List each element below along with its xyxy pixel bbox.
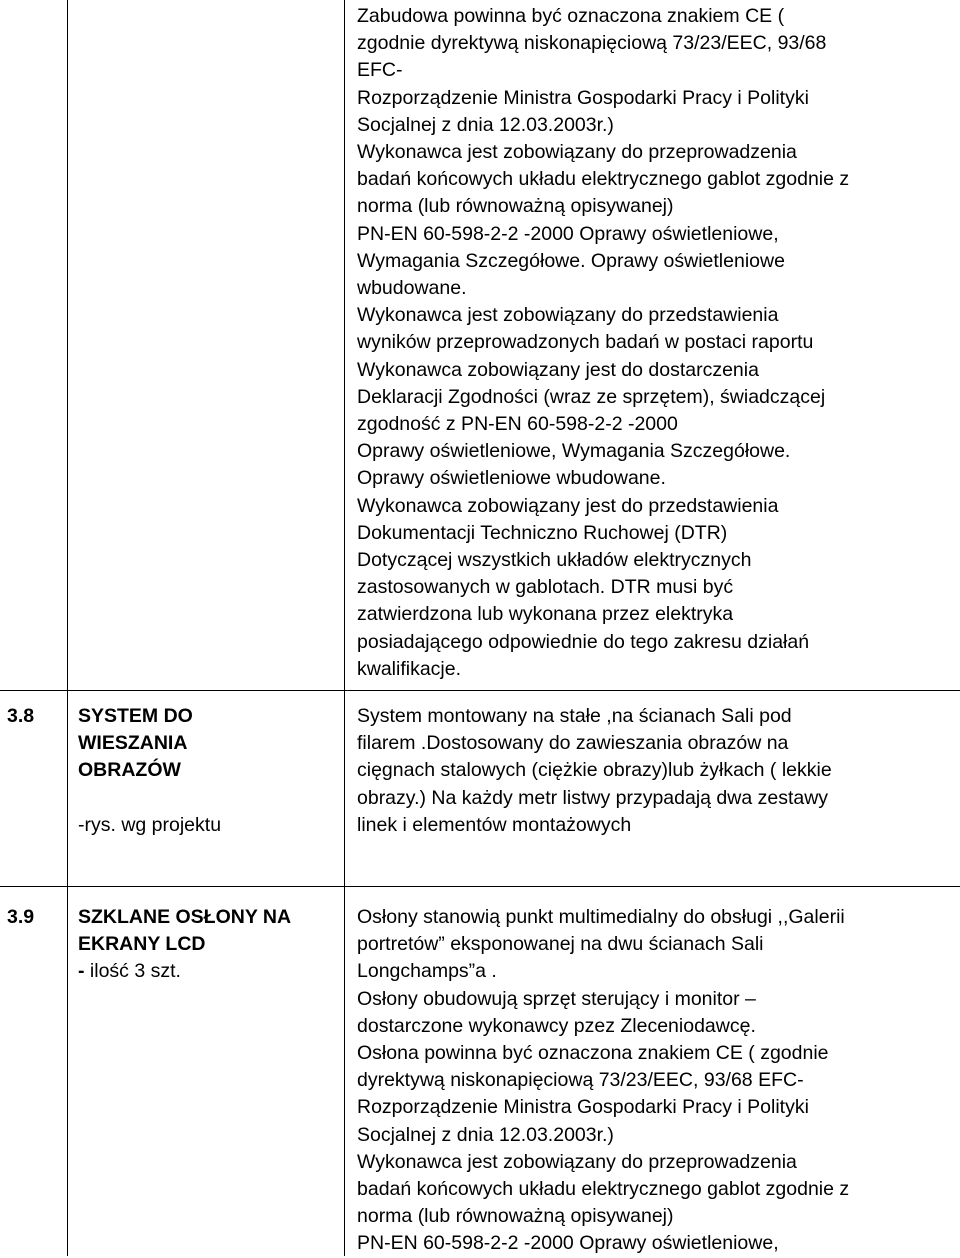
description-line: norma (lub równoważną opisywanej)	[357, 195, 674, 218]
item-quantity	[78, 958, 181, 985]
row-description-continued	[357, 3, 849, 683]
description-line: portretów” eksponowanej na dwu ścianach Sali	[357, 933, 764, 956]
row-number: 3.8	[7, 705, 35, 727]
description-line: Dotyczącej wszystkich układów elektrycznych	[357, 549, 752, 572]
description-line: wbudowane.	[357, 277, 467, 300]
description-line: Oprawy oświetleniowe, Wymagania Szczegółowe.	[357, 440, 791, 463]
item-name	[78, 703, 193, 785]
item-description	[357, 703, 832, 839]
description-line: Longchamps”a .	[357, 960, 497, 983]
description-line: obrazy.) Na każdy metr listwy przypadają dwa zestawy	[357, 786, 829, 809]
description-line: zgodnie dyrektywą niskonapięciową 73/23/EEC, 93/68	[357, 32, 827, 55]
description-line: dyrektywą niskonapięciową 73/23/EEC, 93/68 EFC-	[357, 1069, 804, 1092]
description-line: badań końcowych układu elektrycznego gablot zgodnie z	[357, 1178, 850, 1201]
description-line: Zabudowa powinna być oznaczona znakiem CE (	[357, 5, 785, 27]
description-line: Osłony stanowią punkt multimedialny do obsługi ,,Galerii	[357, 906, 845, 928]
quantity-text: ilość 3 szt.	[84, 960, 181, 982]
description-line: Wykonawca jest zobowiązany do przedstawienia	[357, 304, 779, 327]
item-name-line: WIESZANIA	[78, 732, 188, 755]
description-line: Socjalnej z dnia 12.03.2003r.)	[357, 113, 614, 136]
column-divider-middle	[344, 0, 345, 1256]
row-divider-1	[0, 690, 960, 691]
description-line: kwalifikacje.	[357, 657, 462, 680]
item-name-line: SZKLANE OSŁONY NA	[78, 906, 292, 928]
description-line: Wymagania Szczegółowe. Oprawy oświetleniowe	[357, 249, 785, 272]
description-line: Oprawy oświetleniowe wbudowane.	[357, 467, 666, 490]
description-line: Wykonawca jest zobowiązany do przeprowadzenia	[357, 141, 797, 164]
item-name-line: SYSTEM DO	[78, 705, 193, 727]
quantity-prefix: -	[78, 960, 85, 982]
column-divider-left	[67, 0, 68, 1256]
description-line: Rozporządzenie Ministra Gospodarki Pracy i Polityki	[357, 1096, 809, 1119]
description-line: zastosowanych w gablotach. DTR musi być	[357, 576, 734, 599]
description-line: PN-EN 60-598-2-2 -2000 Oprawy oświetleniowe,	[357, 222, 779, 245]
description-line: Osłona powinna być oznaczona znakiem CE ( zgodnie	[357, 1042, 829, 1065]
description-line: EFC-	[357, 59, 403, 82]
description-line: cięgnach stalowych (ciężkie obrazy)lub żyłkach ( lekkie	[357, 759, 832, 782]
description-line: Wykonawca zobowiązany jest do przedstawienia	[357, 494, 779, 517]
item-name	[78, 904, 291, 958]
description-line: wyników przeprowadzonych badań w postaci raportu	[357, 331, 814, 354]
description-line: linek i elementów montażowych	[357, 813, 632, 836]
item-description	[357, 904, 849, 1258]
item-note: -rys. wg projektu	[78, 814, 222, 836]
description-line: PN-EN 60-598-2-2 -2000 Oprawy oświetleniowe,	[357, 1232, 779, 1255]
description-line: zgodność z PN-EN 60-598-2-2 -2000	[357, 413, 678, 436]
description-line: System montowany na stałe ,na ścianach Sali pod	[357, 705, 792, 727]
description-line: filarem .Dostosowany do zawieszania obrazów na	[357, 732, 789, 755]
description-line: Osłony obudowują sprzęt sterujący i monitor –	[357, 987, 756, 1010]
description-line: Dokumentacji Techniczno Ruchowej (DTR)	[357, 521, 728, 544]
description-line: posiadającego odpowiednie do tego zakresu działań	[357, 630, 810, 653]
description-line: Wykonawca zobowiązany jest do dostarczenia	[357, 358, 759, 381]
description-line: Rozporządzenie Ministra Gospodarki Pracy i Polityki	[357, 86, 809, 109]
item-name-line: EKRANY LCD	[78, 933, 206, 956]
description-line: Wykonawca jest zobowiązany do przeprowadzenia	[357, 1150, 797, 1173]
row-number: 3.9	[7, 906, 35, 928]
description-line: Deklaracji Zgodności (wraz ze sprzętem), świadczącej	[357, 385, 826, 408]
description-line: dostarczone wykonawcy pzez Zleceniodawcę.	[357, 1014, 756, 1037]
description-line: Socjalnej z dnia 12.03.2003r.)	[357, 1123, 614, 1146]
row-divider-2	[0, 886, 960, 887]
item-name-line: OBRAZÓW	[78, 759, 181, 782]
description-line: norma (lub równoważną opisywanej)	[357, 1205, 674, 1228]
description-line: badań końcowych układu elektrycznego gablot zgodnie z	[357, 168, 850, 191]
description-line: zatwierdzona lub wykonana przez elektryka	[357, 603, 734, 626]
